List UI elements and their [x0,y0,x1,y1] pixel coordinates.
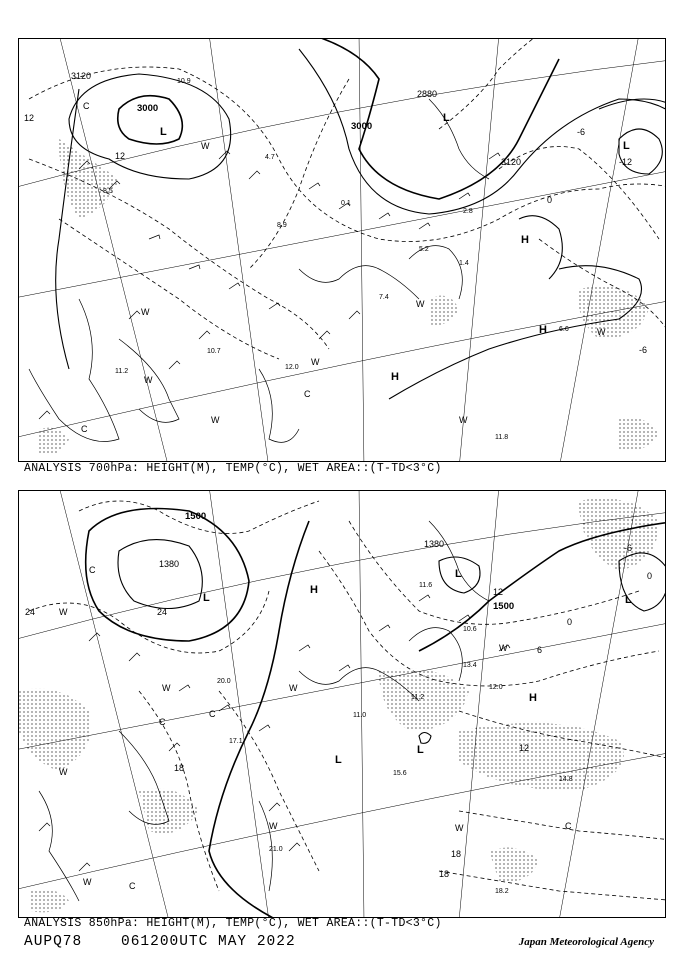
station-value: 20.0 [217,678,231,685]
high-center-marker: H [310,584,318,596]
low-center-marker: L [203,592,210,604]
station-value: 13.4 [463,662,477,669]
pressure-centers [160,112,633,383]
station-value: 11.0 [353,712,367,719]
temp-label: -6 [639,345,648,355]
map-panel-700hpa [18,38,666,462]
wet-areas [39,139,659,455]
warm-marker: W [162,683,171,693]
station-value: 17.1 [229,738,243,745]
high-center-marker: H [529,692,537,704]
low-center-marker: L [623,140,630,152]
temp-label: -12 [619,157,633,167]
warm-marker: W [211,415,220,425]
temp-label: 6 [537,645,543,655]
temp-label: 12 [493,587,504,597]
height-labels [159,511,514,612]
low-center-marker: L [417,744,424,756]
temp-label: 24 [157,607,168,617]
station-value: 2.8 [463,208,473,215]
caption-850hpa: ANALYSIS 850hPa: HEIGHT(M), TEMP(°C), WET AREA::(T-TD<3°C) [24,917,442,930]
height-label: 1380 [424,539,445,549]
cold-marker: C [81,424,88,434]
low-center-marker: L [443,112,450,124]
height-label: 3000 [351,121,373,132]
station-value: 11.2 [411,694,425,701]
station-value: 11.6 [419,582,433,589]
caption-700hpa: ANALYSIS 700hPa: HEIGHT(M), TEMP(°C), WET AREA::(T-TD<3°C) [24,462,442,475]
temp-label: 12 [115,151,126,161]
temp-label: 18 [451,849,462,859]
high-center-marker: H [539,324,547,336]
warm-marker: W [416,299,425,309]
height-labels [71,71,521,167]
warm-marker: W [459,415,468,425]
station-value: 11.2 [115,368,129,375]
station-value: 5.2 [419,246,429,253]
cold-marker: C [89,565,96,575]
agency-credit: Japan Meteorological Agency [518,936,654,948]
warm-marker: W [144,375,153,385]
warm-marker: W [59,607,68,617]
height-label: 3000 [137,103,159,114]
cold-marker: C [565,821,572,831]
station-value: 15.6 [393,770,407,777]
cold-marker: C [159,717,166,727]
map-panel-850hpa [18,490,666,918]
station-value: 12.0 [489,684,503,691]
temp-label: -6 [624,543,633,553]
warm-marker: W [269,821,278,831]
cold-marker: C [83,101,90,111]
temperature-labels [24,113,647,355]
wet-areas [19,499,659,913]
height-contours [86,509,665,918]
station-value: 8.5 [103,188,113,195]
low-center-marker: L [625,594,632,606]
station-value: 12.0 [285,364,299,371]
height-label: 2880 [417,89,438,99]
station-values [103,78,569,441]
coastlines [29,99,489,442]
height-label: 3120 [71,71,92,81]
low-center-marker: L [455,568,462,580]
station-value: 0.1 [341,200,351,207]
height-label: 1500 [185,511,207,522]
temp-label: 0 [567,617,573,627]
station-value: 10.9 [177,78,191,85]
temp-label: -6 [577,127,586,137]
warm-marker: W [201,141,210,151]
temperature-contours [29,501,665,901]
warm-marker: W [455,823,464,833]
warm-cold-markers [81,101,606,434]
low-center-marker: L [335,754,342,766]
warm-marker: W [289,683,298,693]
height-label: 3120 [501,157,522,167]
station-value: 18.2 [495,888,509,895]
station-value: 10.6 [463,626,477,633]
station-value: 11.8 [495,434,509,441]
warm-marker: W [141,307,150,317]
temp-label: 24 [25,607,36,617]
warm-marker: W [311,357,320,367]
chart-850hpa [19,491,665,917]
high-center-marker: H [521,234,529,246]
temperature-labels [25,543,652,879]
temp-label: 0 [647,571,653,581]
height-label: 1500 [493,601,515,612]
station-value: 6.6 [559,326,569,333]
station-value: 21.0 [269,846,283,853]
warm-marker: W [59,767,68,777]
temp-label: 0 [547,195,553,205]
height-label: 1380 [159,559,180,569]
temperature-contours [29,39,665,359]
low-center-marker: L [160,126,167,138]
station-value: 8.9 [277,222,287,229]
warm-marker: W [499,643,508,653]
temp-label: 12 [519,743,530,753]
station-value: 10.7 [207,348,221,355]
chart-700hpa [19,39,665,461]
temp-label: 12 [24,113,35,123]
cold-marker: C [129,881,136,891]
temp-label: 18 [439,869,450,879]
high-center-marker: H [391,371,399,383]
height-contours [56,39,665,399]
latlon-grid [19,491,665,917]
latlon-grid [19,39,665,461]
cold-marker: C [209,709,216,719]
cold-marker: C [304,389,311,399]
chart-code-and-time: AUPQ78 061200UTC MAY 2022 [24,934,296,950]
station-value: 4.7 [265,154,275,161]
station-value: 1.4 [459,260,469,267]
warm-marker: W [83,877,92,887]
station-value: 14.8 [559,776,573,783]
station-value: 7.4 [379,294,389,301]
temp-label: 18 [174,763,185,773]
warm-marker: W [597,327,606,337]
